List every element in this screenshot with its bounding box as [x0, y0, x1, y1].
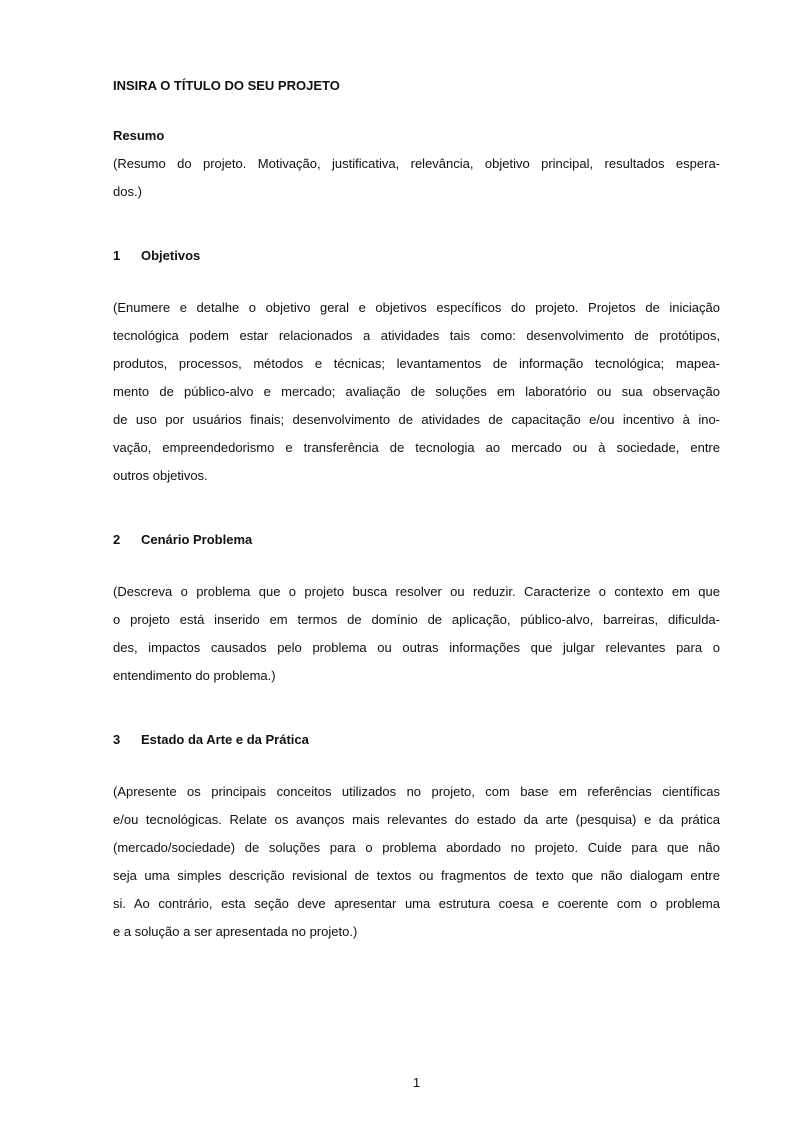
paragraph-line: dos.) — [113, 184, 142, 199]
paragraph — [113, 578, 720, 690]
paragraph-line: outros objetivos. — [113, 468, 208, 483]
paragraph-line: produtos, processos, métodos e técnicas; levantamentos de informação tecnológica; mapea- — [113, 356, 720, 371]
section-heading — [113, 242, 720, 270]
section-title: Estado da Arte e da Prática — [141, 732, 309, 747]
paragraph-line: o projeto está inserido em termos de domínio de aplicação, público-alvo, barreiras, dificulda- — [113, 612, 720, 627]
paragraph-line: e/ou tecnológicas. Relate os avanços mais relevantes do estado da arte (pesquisa) e da prática — [113, 812, 720, 827]
section-number: 1 — [113, 248, 121, 263]
document-body — [113, 122, 720, 946]
paragraph-line: (mercado/sociedade) de soluções para o problema abordado no projeto. Cuide para que não — [113, 840, 720, 855]
paragraph — [113, 150, 720, 206]
paragraph-line: (Resumo do projeto. Motivação, justificativa, relevância, objetivo principal, resultados espera- — [113, 156, 720, 171]
section-heading — [113, 726, 720, 754]
paragraph-line: e a solução a ser apresentada no projeto.) — [113, 924, 358, 939]
section-number: 2 — [113, 532, 121, 547]
paragraph-line: de uso por usuários finais; desenvolvimento de atividades de capacitação e/ou incentivo à ino- — [113, 412, 720, 427]
paragraph-line: des, impactos causados pelo problema ou outras informações que julgar relevantes para o — [113, 640, 720, 655]
section-heading — [113, 526, 720, 554]
paragraph-line: (Descreva o problema que o projeto busca resolver ou reduzir. Caracterize o contexto em que — [113, 584, 720, 599]
section-title: Objetivos — [141, 248, 201, 263]
paragraph-line: (Enumere e detalhe o objetivo geral e objetivos específicos do projeto. Projetos de iniciação — [113, 300, 720, 315]
paragraph — [113, 294, 720, 490]
paragraph-line: vação, empreendedorismo e transferência de tecnologia ao mercado ou à sociedade, entre — [113, 440, 720, 455]
paragraph-line: tecnológica podem estar relacionados a atividades tais como: desenvolvimento de protótipos, — [113, 328, 720, 343]
paragraph-line: si. Ao contrário, esta seção deve apresentar uma estrutura coesa e coerente com o problema — [113, 896, 720, 911]
section-title: Resumo — [113, 128, 165, 143]
paragraph-line: seja uma simples descrição revisional de textos ou fragmentos de texto que não dialogam entre — [113, 868, 720, 883]
paragraph — [113, 778, 720, 946]
section-number: 3 — [113, 732, 121, 747]
paragraph-line: (Apresente os principais conceitos utilizados no projeto, com base em referências científicas — [113, 784, 720, 799]
section-title: Cenário Problema — [141, 532, 253, 547]
page-number-footer: 1 — [412, 1075, 421, 1090]
document-title: INSIRA O TÍTULO DO SEU PROJETO — [113, 78, 340, 93]
section-heading — [113, 122, 720, 150]
paragraph-line: entendimento do problema.) — [113, 668, 276, 683]
paragraph-line: mento de público-alvo e mercado; avaliação de soluções em laboratório ou sua observação — [113, 384, 720, 399]
